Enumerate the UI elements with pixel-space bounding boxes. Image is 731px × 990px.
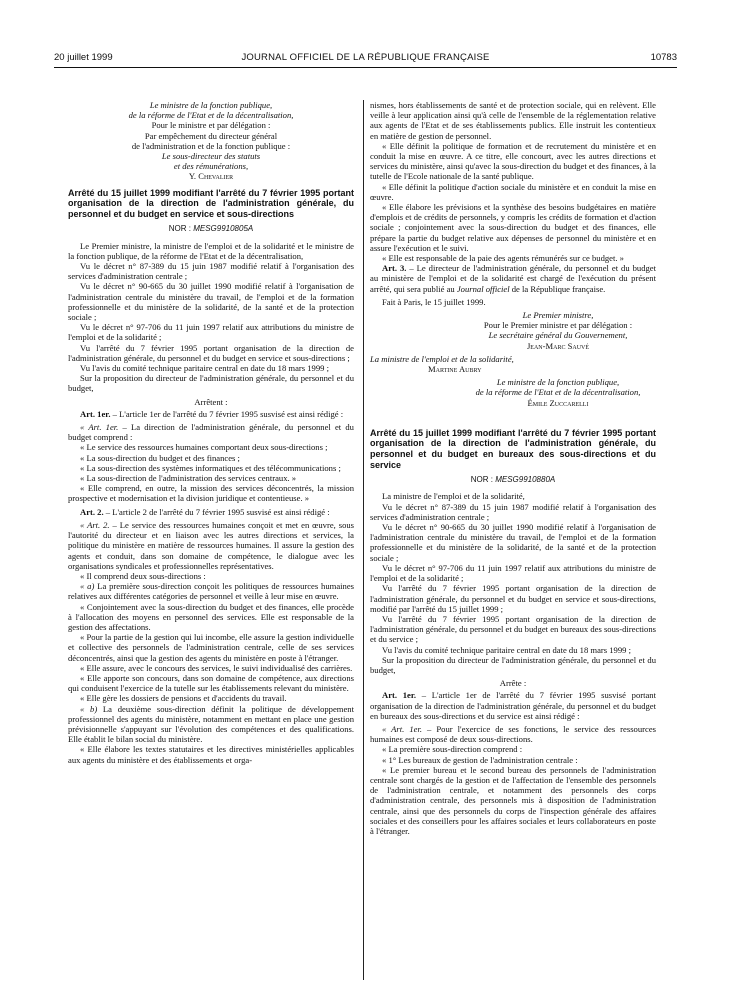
- paragraph: Vu le décret n° 90-665 du 30 juillet 1990 modifié relatif à l'organisation de l'administration centrale du ministère du travail, de l'emploi et de la formation professionnelle et du ministère de la solidarité, de la santé et de la protection sociale ;: [68, 281, 354, 323]
- paragraph: « Elle élabore les textes statutaires et les directives ministérielles applicables aux agents du ministère et des établissements et orga-: [68, 744, 354, 765]
- paragraph: Sur la proposition du directeur de l'administration générale, du personnel et du budget,: [68, 373, 354, 394]
- paragraph: « Elle apporte son concours, dans son domaine de compétence, aux directions qui conduisent l'exercice de la tutelle sur les établissements relevant du ministère.: [68, 672, 354, 694]
- paragraph: « La sous-direction du budget et des finances ;: [80, 452, 240, 463]
- paragraph: nismes, hors établissements de santé et de protection sociale, qui en relèvent. Elle veille à leur application ainsi qu'à celle de l'ensemble de la réglementation relative aux agents de l'Etat et de ses établissements publics. Elle instruit les contentieux en matière de gestion de personnel.: [370, 100, 656, 141]
- paragraph-text: La première sous-direction conçoit les politiques de ressources humaines relatives aux différentes catégories de personnel et veille à leur mise en œuvre.: [68, 581, 354, 602]
- paragraph: [370, 724, 656, 744]
- nor-label: NOR :: [168, 224, 191, 234]
- paragraph: « Elle gère les dossiers de pensions et d'accidents du travail.: [80, 693, 287, 704]
- paragraph: « Elle comprend, en outre, la mission des services déconcentrés, la mission prospective et modernisation et la division juridique et contentieuse. »: [68, 483, 354, 504]
- signature-line: de l'administration et de la fonction publique :: [131, 140, 291, 151]
- article-text: de la République française.: [509, 283, 606, 294]
- signature-block: [68, 100, 354, 182]
- article: [68, 409, 354, 419]
- paragraph: Vu le décret n° 90-665 du 30 juillet 1990 modifié relatif à l'organisation de l'administration centrale du ministère du travail, de l'emploi et de la formation professionnelle et du ministère de la solidarité, de la santé et de la protection sociale ;: [370, 522, 656, 563]
- paragraph: [68, 581, 354, 601]
- page-header: [54, 52, 677, 66]
- header-date: 20 juillet 1999: [54, 52, 113, 63]
- paragraph: Vu l'arrêté du 7 février 1995 portant organisation de la direction de l'administration générale, du personnel et du budget en service et sous-directions ;: [68, 342, 354, 363]
- paragraph: « Elle définit la politique d'action sociale du ministère et en conduit la mise en œuvre.: [370, 181, 656, 202]
- article-text: – L'article 1er de l'arrêté du 7 février 1995 susvisé portant organisation de la direction de l'administration générale, du personnel et du budget en bureaux des sous-directions et du service est ainsi rédigé :: [370, 690, 656, 721]
- column-divider: [363, 100, 364, 980]
- paragraph: Vu l'arrêté du 7 février 1995 portant organisation de la direction de l'administration générale, du personnel et du budget en service et sous-directions, modifié par l'arrêté du 15 juillet 1999 ;: [370, 583, 656, 614]
- paragraph: « Pour la partie de la gestion qui lui incombe, elle assure la gestion individuelle et collective des personnels de l'administration centrale, celle de ses services déconcentrés, ainsi que la gestion des agents du ministère en poste à l'étranger.: [68, 632, 354, 663]
- signature-line: Le secrétaire général du Gouvernement,: [488, 330, 628, 341]
- arrete-heading: Arrête :: [499, 678, 527, 689]
- paragraph: « Elle élabore les prévisions et la synthèse des besoins budgétaires en matière d'emplois et de crédits de personnels, y compris les crédits de formation et d'action sociale ; conjointement avec la sous-direction du budget et des finances, elle prépare la partie du budget relative aux dépenses de personnel du ministère et en assure l'exécution et le suivi.: [370, 202, 656, 253]
- signature-line: Le ministre de la fonction publique,: [496, 377, 620, 388]
- signature-line: et des rémunérations,: [173, 161, 249, 172]
- article-text: – Le directeur de l'administration générale, du personnel et du budget au ministère de l'emploi et de la solidarité est chargé de l'exécution du présent arrêté, qui sera publié au: [370, 263, 656, 294]
- nor-label: NOR :: [470, 475, 493, 485]
- paragraph: « Elle définit la politique de formation et de recrutement du ministère et en conduit la mise en œuvre. A ce titre, elle concourt, avec les autres directions et services du ministère, ainsi qu'avec la sous-direction du budget et des finances, à la tutelle de l'Ecole nationale de la santé publique.: [370, 140, 656, 182]
- decree-title: Arrêté du 15 juillet 1999 modifiant l'arrêté du 7 février 1995 portant organisation de la direction de l'administration générale, du personnel et du budget en bureaux des sous-directions et du service: [370, 427, 656, 470]
- nor-code: MESG9910880A: [495, 475, 556, 485]
- paragraph: « Le service des ressources humaines comportant deux sous-directions ;: [80, 442, 328, 453]
- paragraph: [68, 422, 354, 442]
- signature-line: La ministre de l'emploi et de la solidarité,: [370, 353, 514, 364]
- signatory-name: Émile Zuccarelli: [527, 397, 589, 408]
- signature-line: de la réforme de l'Etat et de la décentralisation,: [128, 110, 294, 121]
- page-number: 10783: [650, 52, 677, 63]
- paragraph: [68, 704, 354, 745]
- paragraph: « Conjointement avec la sous-direction du budget et des finances, elle procède à l'allocation des moyens en personnel des services. Elle est responsable de la gestion des affectations.: [68, 601, 354, 632]
- signature-line: Pour le Premier ministre et par délégation :: [483, 320, 633, 331]
- article-label: Art. 1er.: [80, 408, 111, 419]
- quote-label: « Art. 1er.: [382, 723, 422, 734]
- article: [68, 507, 354, 517]
- paragraph: « Il comprend deux sous-directions :: [80, 570, 206, 581]
- paragraph: « La première sous-direction comprend :: [382, 744, 523, 755]
- paragraph-text: – La direction de l'administration générale, du personnel et du budget comprend :: [68, 422, 354, 443]
- paragraph: Vu le décret n° 97-706 du 11 juin 1997 relatif aux attributions du ministre de l'emploi et de la solidarité ;: [68, 322, 354, 343]
- paragraph: Vu le décret n° 87-389 du 15 juin 1987 modifié relatif à l'organisation des services d'administration centrale ;: [68, 261, 354, 282]
- signatory-name: Jean-Marc Sauvé: [526, 340, 590, 351]
- paragraph: « La sous-direction des systèmes informatiques et des télécommunications ;: [80, 462, 341, 473]
- nor-code: MESG9910805A: [193, 224, 254, 234]
- signature-line: de la réforme de l'Etat et de la décentralisation,: [475, 387, 641, 398]
- paragraph: La ministre de l'emploi et de la solidarité,: [382, 491, 525, 502]
- paragraph: Vu l'arrêté du 7 février 1995 portant organisation de la direction de l'administration générale, du personnel et du budget en bureaux des sous-directions et du service ;: [370, 613, 656, 645]
- paragraph: Le Premier ministre, la ministre de l'emploi et de la solidarité et le ministre de la fonction publique, de la réforme de l'Etat et de la décentralisation,: [68, 240, 354, 261]
- paragraph: « Elle assure, avec le concours des services, le suivi individualisé des carrières.: [80, 662, 353, 673]
- done-at: Fait à Paris, le 15 juillet 1999.: [382, 296, 486, 307]
- journal-title: JOURNAL OFFICIEL DE LA RÉPUBLIQUE FRANÇAISE: [241, 52, 490, 63]
- nor-reference: [68, 224, 354, 234]
- paragraph-text: – Le service des ressources humaines conçoit et met en œuvre, sous l'autorité du directeur et en liaison avec les autres directions et services, la politique du ministère en matière de ressources humaines. Il assure la gestion des agents et conduit, dans son domaine de compétence, le dialogue avec les organisations syndicales et professionnelles représentatives.: [68, 519, 355, 571]
- article-text: – L'article 1er de l'arrêté du 7 février 1995 susvisé est ainsi rédigé :: [110, 408, 344, 419]
- arrete-heading: Arrêtent :: [194, 396, 228, 407]
- signature-line: Le Premier ministre,: [522, 310, 594, 321]
- left-column: [68, 100, 354, 765]
- paragraph: Vu le décret n° 87-389 du 15 juin 1987 modifié relatif à l'organisation des services d'administration centrale ;: [370, 501, 656, 522]
- article-label: Art. 3.: [382, 263, 407, 274]
- article: [370, 263, 656, 294]
- article: [370, 690, 656, 721]
- quote-label: « b): [80, 703, 98, 714]
- signatory-name: Y. Chevalier: [188, 171, 234, 182]
- signatory-name: Martine Aubry: [428, 364, 482, 375]
- paragraph: « La sous-direction de l'administration des services centraux. »: [80, 473, 297, 484]
- paragraph: « Le premier bureau et le second bureau des personnels de l'administration centrale sont chargés de la gestion et de l'affectation de l'ensemble des personnels de l'administration centrale, et notamment des personnels des corps d'administration centrale, des personnels mis à disposition de l'administration centrale, ainsi que des personnels du corps de l'inspection générale des affaires sociales et des conseillers pour les affaires sociales et leurs collaborateurs en poste à l'étranger.: [370, 764, 656, 836]
- signature-line: Pour le ministre et par délégation :: [151, 120, 271, 131]
- article-label: Art. 2.: [80, 506, 104, 517]
- right-column: [370, 100, 656, 836]
- paragraph: Vu l'avis du comité technique paritaire central en date du 18 mars 1999 ;: [382, 644, 631, 655]
- paragraph: Sur la proposition du directeur de l'administration générale, du personnel et du budget,: [370, 654, 656, 675]
- quote-label: « a): [80, 581, 95, 592]
- decree-title: Arrêté du 15 juillet 1999 modifiant l'arrêté du 7 février 1995 portant organisation de la direction de l'administration générale, du personnel et du budget en service et sous-directions: [68, 187, 354, 219]
- article-text: – L'article 2 de l'arrêté du 7 février 1995 susvisé est ainsi rédigé :: [103, 506, 330, 517]
- paragraph: [68, 520, 354, 571]
- paragraph: Vu le décret n° 97-706 du 11 juin 1997 relatif aux attributions du ministre de l'emploi et de la solidarité ;: [370, 562, 656, 584]
- signature-line: Le sous-directeur des statuts: [161, 151, 261, 162]
- header-rule: [54, 67, 677, 68]
- paragraph-text: – Pour l'exercice de ses fonctions, le service des ressources humaines est composé de deux sous-directions.: [370, 723, 656, 745]
- nor-reference: [370, 475, 656, 485]
- paragraph: « 1° Les bureaux de gestion de l'administration centrale :: [382, 754, 578, 765]
- quote-label: « Art. 1er.: [80, 422, 119, 433]
- journal-reference: Journal officiel: [456, 283, 510, 294]
- quote-label: « Art. 2.: [80, 519, 110, 530]
- signature-line: Le ministre de la fonction publique,: [149, 100, 273, 110]
- paragraph: Vu l'avis du comité technique paritaire central en date du 18 mars 1999 ;: [80, 363, 329, 374]
- article-label: Art. 1er.: [382, 690, 417, 701]
- signature-block: [370, 310, 656, 408]
- signature-line: Par empêchement du directeur général: [144, 130, 278, 141]
- paragraph-text: La deuxième sous-direction définit la politique de développement professionnel des agents du ministère, notamment en mettant en place une gestion prévisionnelle s'appuyant sur l'évolution des compétences et des qualifications. Elle établit le bilan social du ministère.: [68, 703, 354, 745]
- paragraph: « Elle est responsable de la paie des agents rémunérés sur ce budget. »: [382, 253, 624, 264]
